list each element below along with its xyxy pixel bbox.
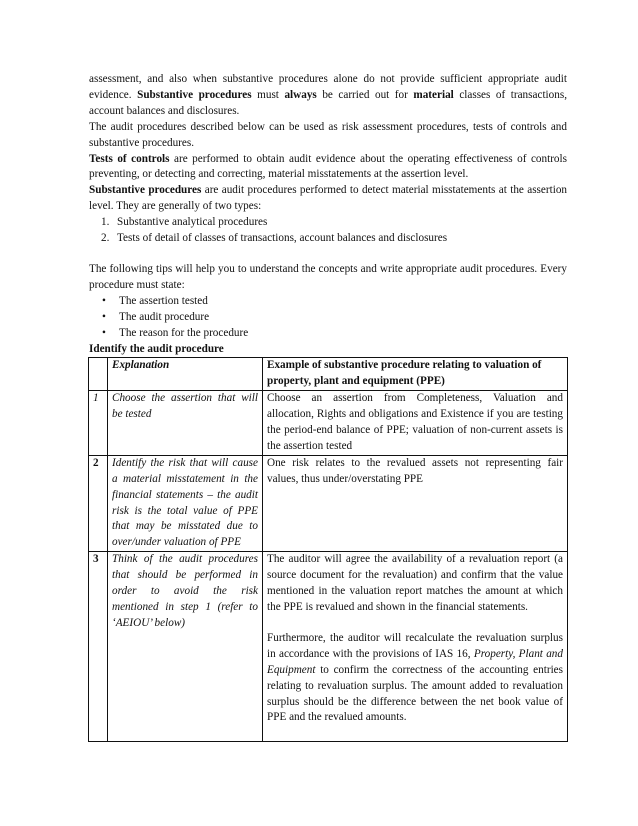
document-page — [89, 72, 567, 742]
list-item: 1. Substantive analytical procedures — [101, 216, 268, 229]
row-explanation: Choose the assertion that will be tested — [108, 391, 263, 456]
row-explanation: Think of the audit procedures that should be performed in order to avoid the risk mentioned in step 1 (refer to ‘AEIOU’ below) — [108, 552, 263, 742]
list-item: • The assertion tested — [89, 294, 567, 310]
row-number: 2 — [89, 455, 108, 551]
bullet-icon: • — [102, 294, 106, 307]
tests-of-controls-paragraph: Tests of controls are performed to obtain audit evidence about the operating effectiveness of controls preventing, or detecting and correcting, material misstatements at the assertion level. — [89, 152, 567, 181]
row-example: Choose an assertion from Completeness, Valuation and allocation, Rights and obligations and Existence if you are testing the period-end balance of PPE; valuation of non-current assets is the assertion tested — [263, 391, 568, 456]
list-item: • The audit procedure — [89, 310, 567, 326]
table-row — [89, 455, 568, 551]
row-example: One risk relates to the revalued assets not representing fair values, thus under/overstating PPE — [263, 455, 568, 551]
bullet-icon: • — [102, 310, 106, 323]
table-row — [89, 391, 568, 456]
header-cell-explanation: Explanation — [108, 358, 263, 391]
procedure-requirements-list — [89, 294, 567, 342]
row-number: 1 — [89, 391, 108, 456]
header-cell-example: Example of substantive procedure relating to valuation of property, plant and equipment (PPE) — [263, 358, 568, 391]
tips-paragraph: The following tips will help you to understand the concepts and write appropriate audit procedures. Every procedure must state: — [89, 262, 567, 291]
row-number: 3 — [89, 552, 108, 742]
list-item: 2. Tests of detail of classes of transactions, account balances and disclosures — [101, 232, 448, 245]
row-explanation: Identify the risk that will cause a material misstatement in the financial statements – the audit risk is the total value of PPE that may be misstated due to over/under valuation of PPE — [108, 455, 263, 551]
table-row — [89, 552, 568, 742]
bullet-icon: • — [102, 326, 106, 339]
audit-procedure-table — [88, 357, 568, 742]
row-example-continued: Furthermore, the auditor will recalculate the revaluation surplus in accordance with the provisions of IAS 16, Property, Plant and Equipment to confirm the correctness of the accounting entries relating to revaluation surplus. The amount added to revaluation surplus should be the difference between the net book value of PPE and the revalued amounts. — [267, 631, 564, 724]
audit-procedures-paragraph: The audit procedures described below can be used as risk assessment procedures, tests of controls and substantive procedures. — [89, 120, 567, 149]
header-cell-number — [89, 358, 108, 391]
section-title: Identify the audit procedure — [89, 342, 224, 355]
substantive-procedures-paragraph: Substantive procedures are audit procedures performed to detect material misstatements at the assertion level. They are generally of two types: — [89, 184, 568, 213]
row-example: The auditor will agree the availability of a revaluation report (a source document for the revaluation) and confirm that the value mentioned in the valuation report matches the amount at which the PPE is revalued and shown in the financial statements. Furthermore, the auditor will recalculate the revaluation surplus in accordance with the provisions of IAS 16, Property, Plant and Equipment to confirm the correctness of the accounting entries relating to revaluation surplus. The amount added to revaluation surplus should be the difference between the net book value of PPE and the revalued amounts. — [263, 552, 568, 742]
intro-paragraph: assessment, and also when substantive procedures alone do not provide sufficient appropriate audit evidence. Substantive procedures must always be carried out for material classes of transactions, account balances and disclosures. — [89, 73, 567, 117]
list-item: • The reason for the procedure — [89, 326, 567, 342]
table-header-row — [89, 358, 568, 391]
procedure-types-list — [89, 215, 567, 247]
